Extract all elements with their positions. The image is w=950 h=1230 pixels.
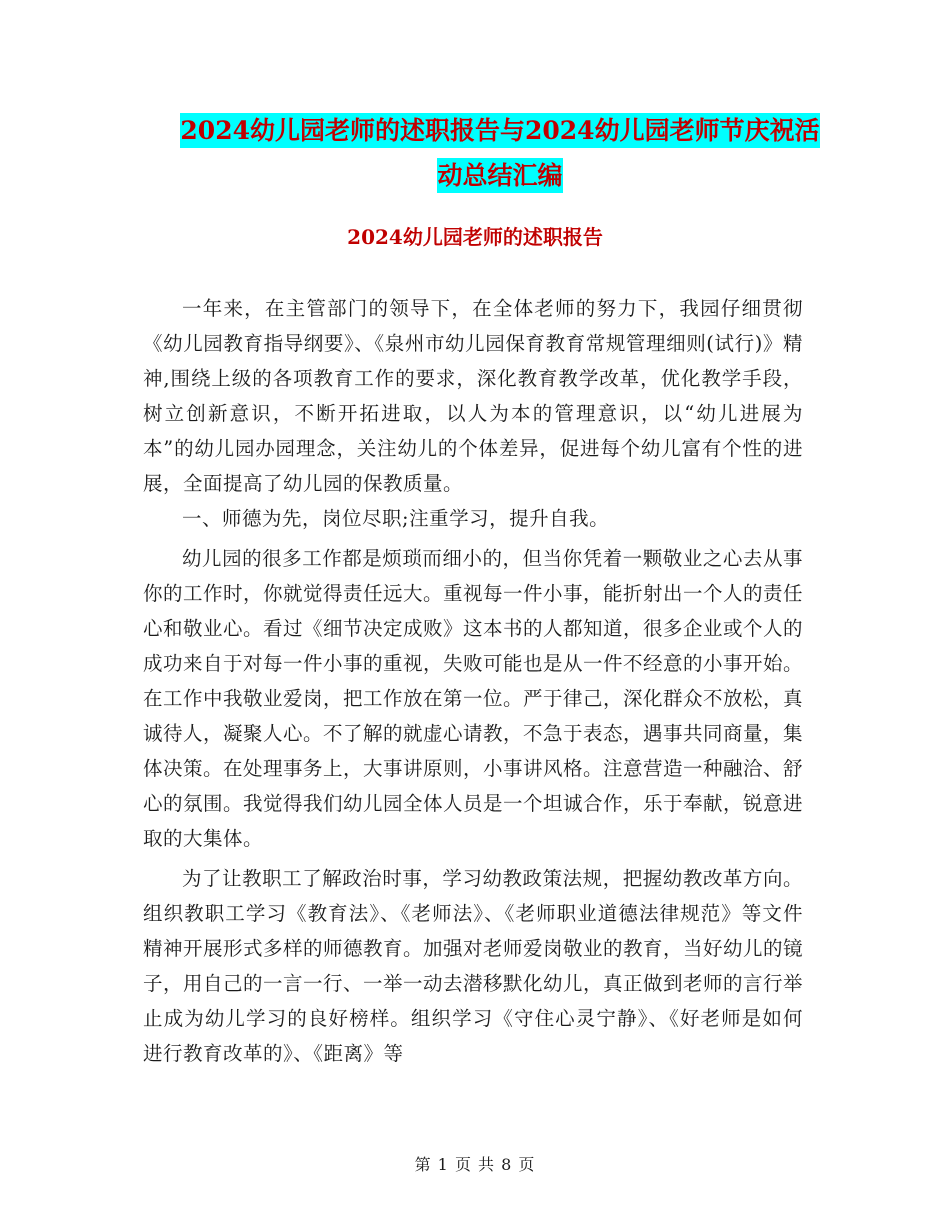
page-number-footer: 第 1 页 共 8 页 [414,1155,536,1174]
paragraph: 为了让教职工了解政治时事，学习幼教政策法规，把握幼教改革方向。组织教职工学习《教育法》、《老师法》、《老师职业道德法律规范》等文件精神开展形式多样的师德教育。加强对老师爱岗敬业的教育，当好幼儿的镜子，用自己的一言一行、一举一动去潜移默化幼儿，真正做到老师的言行举止成为幼儿学习的良好榜样。组织学习《守住心灵宁静》、《好老师是如何进行教育改革的》、《距离》等 [143,867,804,1065]
paragraph: 一年来，在主管部门的领导下，在全体老师的努力下，我园仔细贯彻《幼儿园教育指导纲要》、《泉州市幼儿园保育教育常规管理细则(试行)》精神,围绕上级的各项教育工作的要求，深化教育教学改革，优化教学手段，树立创新意识，不断开拓进取，以人为本的管理意识，以“幼儿进展为本”的幼儿园办园理念，关注幼儿的个体差异，促进每个幼儿富有个性的进展，全面提高了幼儿园的保教质量。 [143,297,803,495]
paragraph: 幼儿园的很多工作都是烦琐而细小的，但当你凭着一颗敬业之心去从事你的工作时，你就觉得责任远大。重视每一件小事，能折射出一个人的责任心和敬业心。看过《细节决定成败》这本书的人都知道，很多企业或个人的成功来自于对每一件小事的重视，失败可能也是从一件不经意的小事开始。在工作中我敬业爱岗，把工作放在第一位。严于律己，深化群众不放松，真诚待人，凝聚人心。不了解的就虚心请教，不急于表态，遇事共同商量，集体决策。在处理事务上，大事讲原则，小事讲风格。注意营造一种融洽、舒心的氛围。我觉得我们幼儿园全体人员是一个坦诚合作，乐于奉献，锐意进取的大集体。 [143,547,804,850]
document-title-text: 2024幼儿园老师的述职报告与2024幼儿园老师节庆祝活动总结汇编 [180,113,819,193]
paragraph-heading: 一、师德为先，岗位尽职;注重学习，提升自我。 [182,507,610,530]
section-title: 2024幼儿园老师的述职报告 [347,225,603,249]
document-title [170,108,830,198]
document-body [143,291,803,1071]
